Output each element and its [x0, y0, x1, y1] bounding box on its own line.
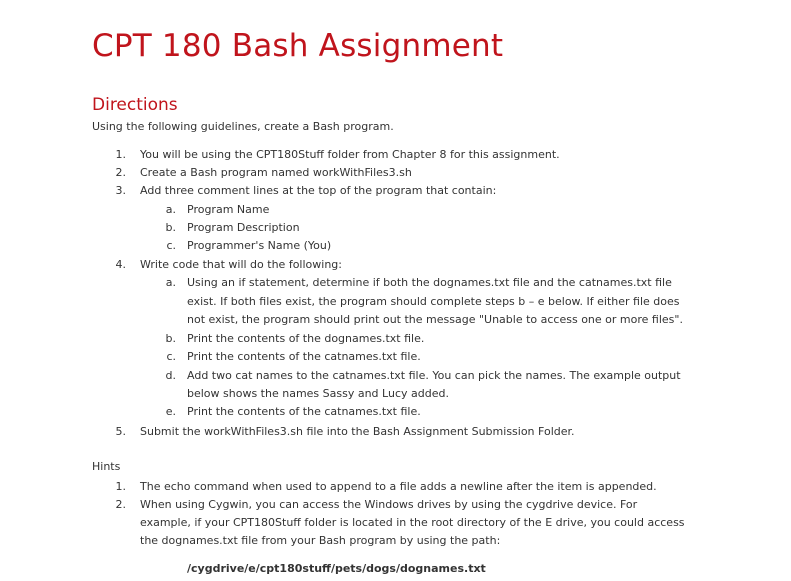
sublist-letter: a. [165, 203, 176, 216]
hints-heading: Hints [92, 460, 121, 473]
list-number: 3. [115, 184, 126, 197]
sublist-letter: a. [165, 276, 176, 289]
sublist-item: Print the contents of the dognames.txt file. [187, 332, 425, 345]
hint-item: When using Cygwin, you can access the Windows drives by using the cygdrive device. For [140, 498, 638, 511]
list-item: Write code that will do the following: [140, 258, 342, 271]
sublist-letter: b. [165, 221, 176, 234]
sublist-letter: c. [166, 239, 176, 252]
sublist-item: Print the contents of the catnames.txt file. [187, 405, 421, 418]
directions-intro: Using the following guidelines, create a Bash program. [92, 120, 394, 133]
sublist-item: Program Description [187, 221, 300, 234]
hint-number: 1. [115, 480, 126, 493]
document-title: CPT 180 Bash Assignment [92, 28, 504, 64]
list-item: Submit the workWithFiles3.sh file into the Bash Assignment Submission Folder. [140, 425, 575, 438]
hint-item-continued: the dognames.txt file from your Bash program by using the path: [140, 534, 501, 547]
sublist-item-continued: exist. If both files exist, the program should complete steps b – e below. If either file does [187, 295, 680, 308]
sublist-item-continued: not exist, the program should print out the message "Unable to access one or more files". [187, 313, 683, 326]
hint-item-continued: example, if your CPT180Stuff folder is located in the root directory of the E drive, you could access [140, 516, 685, 529]
sublist-letter: e. [165, 405, 176, 418]
sublist-item-continued: below shows the names Sassy and Lucy added. [187, 387, 449, 400]
directions-heading: Directions [92, 95, 178, 115]
cygdrive-path: /cygdrive/e/cpt180stuff/pets/dogs/dognames.txt [187, 562, 486, 575]
hint-number: 2. [115, 498, 126, 511]
sublist-item: Program Name [187, 203, 270, 216]
list-number: 2. [115, 166, 126, 179]
list-number: 5. [115, 425, 126, 438]
list-item: Add three comment lines at the top of the program that contain: [140, 184, 497, 197]
sublist-item: Print the contents of the catnames.txt file. [187, 350, 421, 363]
sublist-letter: b. [165, 332, 176, 345]
sublist-item: Programmer's Name (You) [187, 239, 332, 252]
hint-item: The echo command when used to append to a file adds a newline after the item is appended. [140, 480, 657, 493]
list-item: Create a Bash program named workWithFiles3.sh [140, 166, 412, 179]
sublist-letter: c. [166, 350, 176, 363]
list-number: 4. [115, 258, 126, 271]
sublist-letter: d. [165, 369, 176, 382]
list-number: 1. [115, 148, 126, 161]
list-item: You will be using the CPT180Stuff folder from Chapter 8 for this assignment. [140, 148, 560, 161]
sublist-item: Using an if statement, determine if both the dognames.txt file and the catnames.txt file [187, 276, 672, 289]
sublist-item: Add two cat names to the catnames.txt file. You can pick the names. The example output [187, 369, 681, 382]
